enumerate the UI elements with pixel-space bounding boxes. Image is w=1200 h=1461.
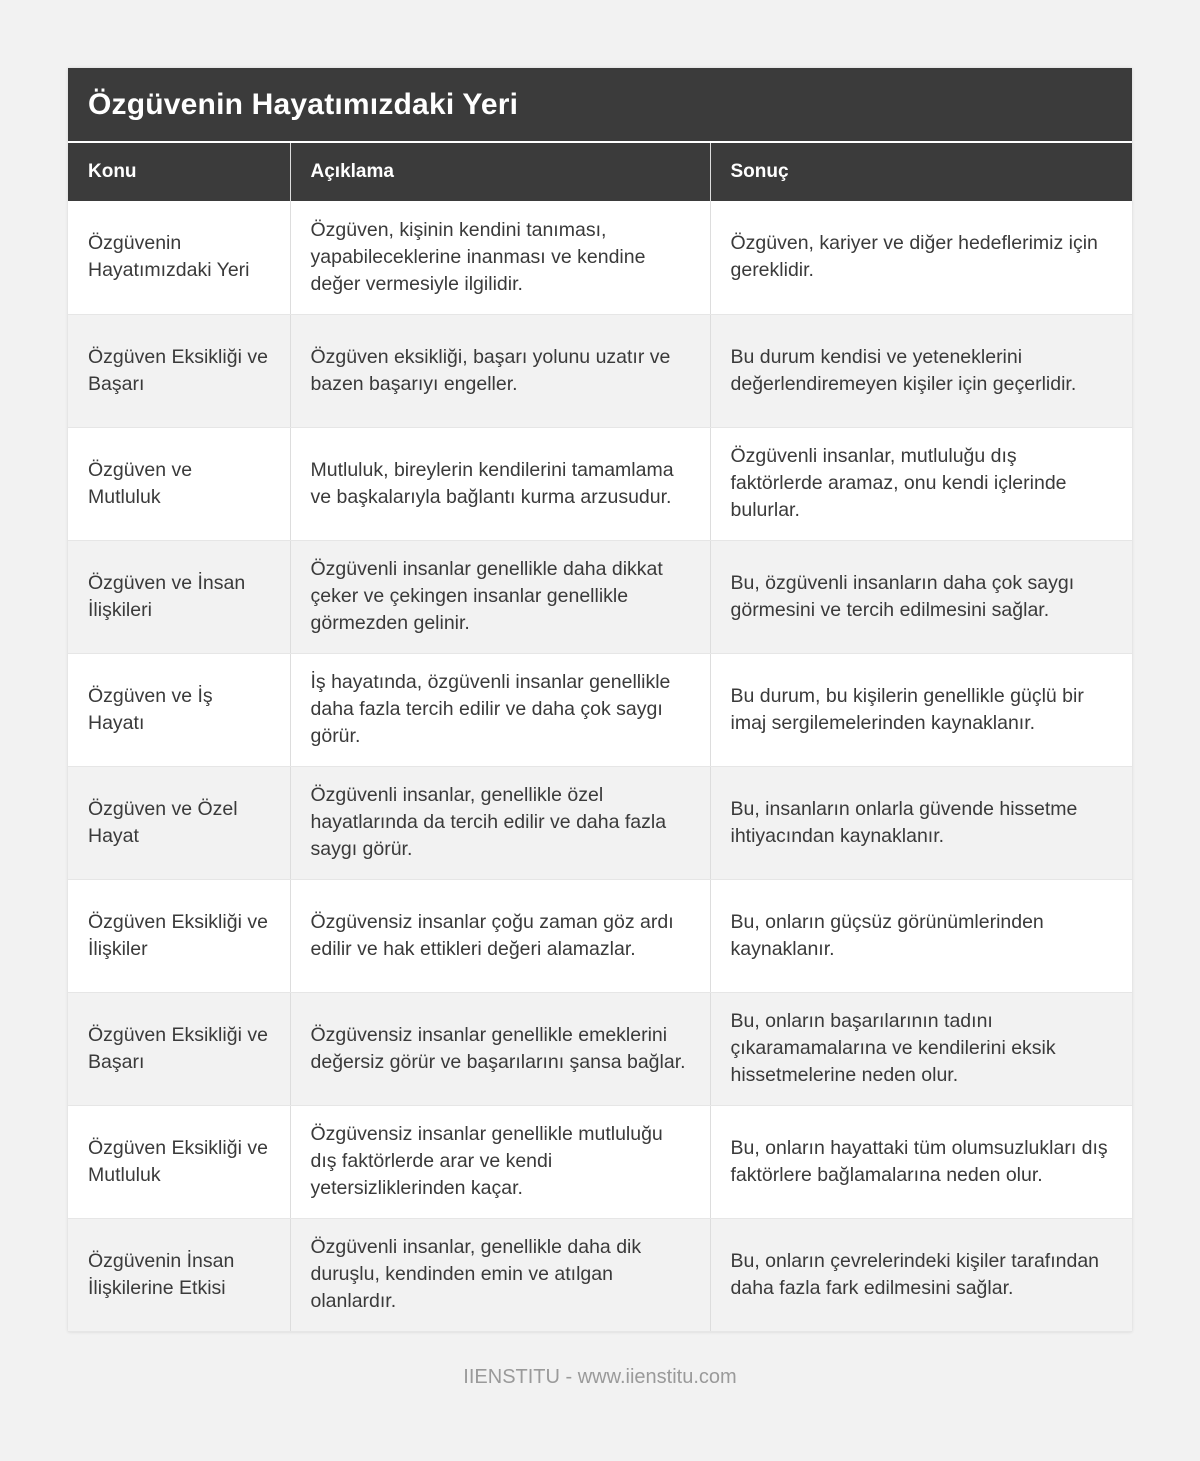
cell-sonuc: Bu, onların çevrelerindeki kişiler tarafından daha fazla fark edilmesini sağlar.: [710, 1218, 1132, 1331]
cell-aciklama: Mutluluk, bireylerin kendilerini tamamlama ve başkalarıyla bağlantı kurma arzusudur.: [290, 427, 710, 540]
cell-sonuc: Bu, özgüvenli insanların daha çok saygı görmesini ve tercih edilmesini sağlar.: [710, 540, 1132, 653]
cell-sonuc: Bu, insanların onlarla güvende hissetme ihtiyacından kaynaklanır.: [710, 766, 1132, 879]
cell-aciklama: Özgüvenli insanlar genellikle daha dikkat çeker ve çekingen insanlar genellikle görmezden gelinir.: [290, 540, 710, 653]
table-row: [68, 427, 1132, 540]
cell-sonuc: Özgüven, kariyer ve diğer hedeflerimiz için gereklidir.: [710, 201, 1132, 314]
table-row: [68, 540, 1132, 653]
table-row: [68, 1218, 1132, 1331]
cell-konu: Özgüven Eksikliği ve Başarı: [68, 992, 290, 1105]
cell-sonuc: Bu, onların başarılarının tadını çıkaramamalarına ve kendilerini eksik hissetmelerine neden olur.: [710, 992, 1132, 1105]
table-row: [68, 992, 1132, 1105]
cell-konu: Özgüvenin Hayatımızdaki Yeri: [68, 201, 290, 314]
data-table: [68, 143, 1132, 1332]
title-bar: [68, 68, 1132, 143]
cell-sonuc: Bu durum, bu kişilerin genellikle güçlü bir imaj sergilemelerinden kaynaklanır.: [710, 653, 1132, 766]
table-row: [68, 314, 1132, 427]
cell-sonuc: Özgüvenli insanlar, mutluluğu dış faktörlerde aramaz, onu kendi içlerinde bulurlar.: [710, 427, 1132, 540]
table-row: [68, 879, 1132, 992]
cell-aciklama: Özgüvensiz insanlar genellikle mutluluğu dış faktörlerde arar ve kendi yetersizliklerinden kaçar.: [290, 1105, 710, 1218]
cell-aciklama: İş hayatında, özgüvenli insanlar genellikle daha fazla tercih edilir ve daha çok saygı görür.: [290, 653, 710, 766]
column-header-sonuc: Sonuç: [710, 143, 1132, 201]
cell-sonuc: Bu, onların güçsüz görünümlerinden kaynaklanır.: [710, 879, 1132, 992]
table-row: [68, 201, 1132, 314]
cell-aciklama: Özgüvenli insanlar, genellikle özel hayatlarında da tercih edilir ve daha fazla saygı görür.: [290, 766, 710, 879]
cell-konu: Özgüven ve Özel Hayat: [68, 766, 290, 879]
cell-konu: Özgüven Eksikliği ve Başarı: [68, 314, 290, 427]
cell-aciklama: Özgüvenli insanlar, genellikle daha dik duruşlu, kendinden emin ve atılgan olanlardır.: [290, 1218, 710, 1331]
table-row: [68, 766, 1132, 879]
cell-aciklama: Özgüvensiz insanlar genellikle emeklerini değersiz görür ve başarılarını şansa bağlar.: [290, 992, 710, 1105]
cell-konu: Özgüvenin İnsan İlişkilerine Etkisi: [68, 1218, 290, 1331]
cell-aciklama: Özgüven, kişinin kendini tanıması, yapabileceklerine inanması ve kendine değer vermesiyle ilgilidir.: [290, 201, 710, 314]
column-header-konu: Konu: [68, 143, 290, 201]
cell-aciklama: Özgüvensiz insanlar çoğu zaman göz ardı edilir ve hak ettikleri değeri alamazlar.: [290, 879, 710, 992]
cell-sonuc: Bu, onların hayattaki tüm olumsuzlukları dış faktörlere bağlamalarına neden olur.: [710, 1105, 1132, 1218]
cell-konu: Özgüven ve İş Hayatı: [68, 653, 290, 766]
cell-konu: Özgüven Eksikliği ve Mutluluk: [68, 1105, 290, 1218]
footer-credit: IIENSTITU - www.iienstitu.com: [463, 1366, 737, 1388]
cell-konu: Özgüven ve Mutluluk: [68, 427, 290, 540]
column-header-aciklama: Açıklama: [290, 143, 710, 201]
table-row: [68, 653, 1132, 766]
table-row: [68, 1105, 1132, 1218]
cell-konu: Özgüven ve İnsan İlişkileri: [68, 540, 290, 653]
cell-sonuc: Bu durum kendisi ve yeteneklerini değerlendiremeyen kişiler için geçerlidir.: [710, 314, 1132, 427]
header-row: [68, 143, 1132, 201]
cell-konu: Özgüven Eksikliği ve İlişkiler: [68, 879, 290, 992]
table-title: Özgüvenin Hayatımızdaki Yeri: [88, 87, 519, 121]
table-card: [68, 68, 1132, 1332]
cell-aciklama: Özgüven eksikliği, başarı yolunu uzatır ve bazen başarıyı engeller.: [290, 314, 710, 427]
